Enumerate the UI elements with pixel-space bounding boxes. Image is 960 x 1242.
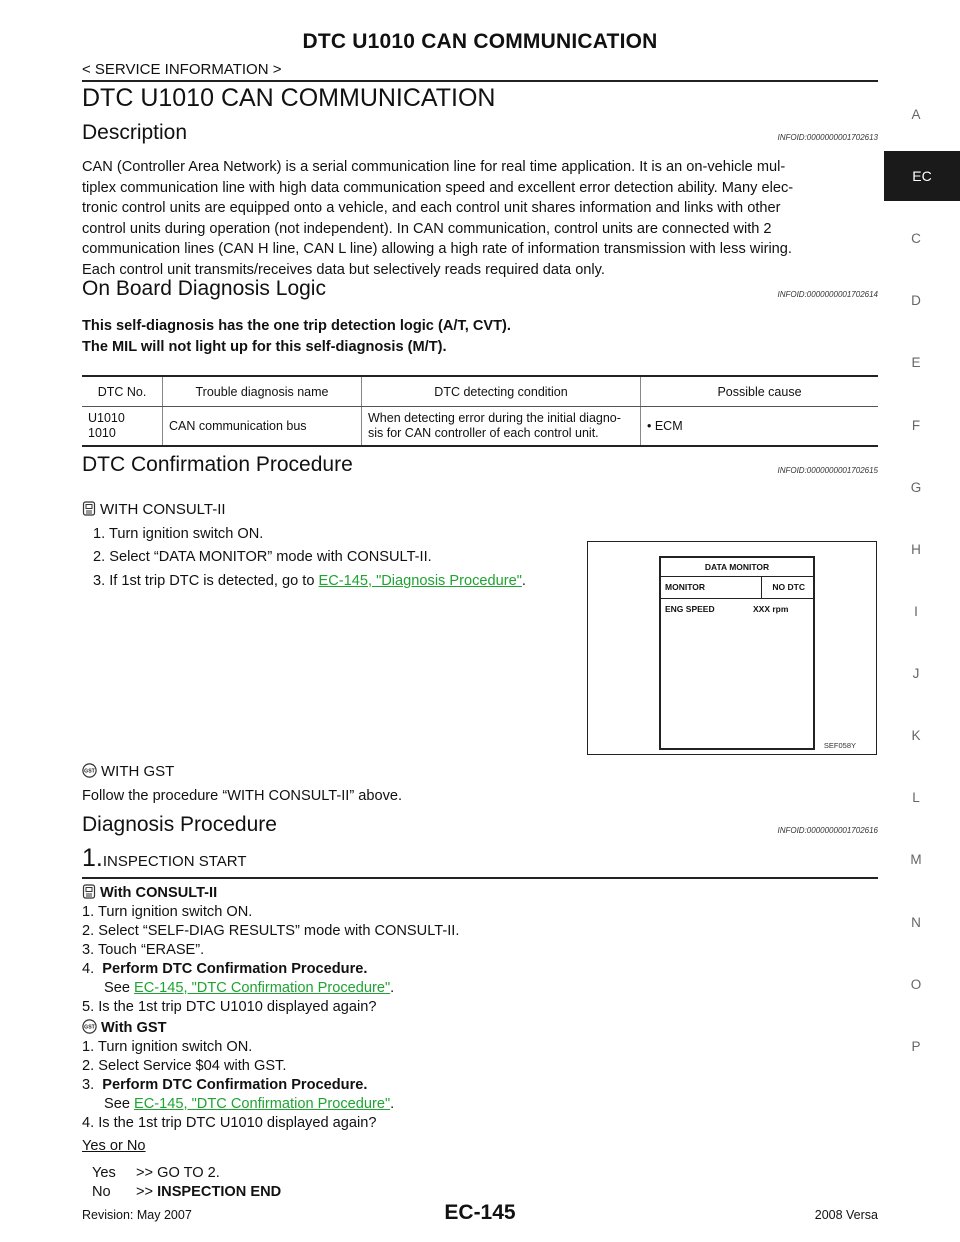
description-line: tiplex communication line with high data communication speed and excellent error detection ability. Many elec- [82, 179, 794, 196]
screen-column-divider [761, 576, 762, 599]
sidebar-tab-g[interactable]: G [910, 480, 922, 495]
table-header-trouble-name: Trouble diagnosis name [163, 376, 362, 407]
screen-no-dtc-label: NO DTC [772, 582, 805, 592]
data-monitor-figure [587, 541, 877, 755]
footer-model: 2008 Versa [814, 1208, 878, 1222]
diagnosis-step-body [82, 884, 459, 1202]
sidebar-tab-c[interactable]: C [911, 231, 921, 246]
table-header-detecting-condition: DTC detecting condition [362, 376, 641, 407]
see-text: See [104, 980, 135, 996]
gst-step-3-bold: Perform DTC Confirmation Procedure. [102, 1077, 368, 1093]
screen-monitor-label: MONITOR [665, 582, 705, 592]
screen-eng-speed: ENG SPEED [665, 604, 715, 614]
screen-title: DATA MONITOR [661, 558, 813, 577]
confirmation-heading: DTC Confirmation Procedure [82, 453, 353, 476]
svg-text:GST: GST [84, 1024, 95, 1031]
consult-step-1: 1. Turn ignition switch ON. [82, 904, 253, 920]
table-row [82, 407, 878, 447]
consult-step-3: 3. Touch “ERASE”. [82, 942, 205, 958]
description-line: tronic control units are equipped onto a vehicle, and each control unit shares information and links with other [82, 200, 781, 216]
description-line: communication lines (CAN H line, CAN L line) allowing a high rate of information transmission with less wiring. [82, 241, 792, 257]
step-4-bold: Perform DTC Confirmation Procedure. [102, 961, 368, 977]
dtc-confirmation-link[interactable]: EC-145, "DTC Confirmation Procedure" [134, 980, 391, 996]
confirmation-infoid: INFOID:0000000001702615 [777, 466, 878, 475]
obd-note-trip-logic: This self-diagnosis has the one trip detection logic (A/T, CVT). [82, 318, 511, 334]
diagnosis-procedure-link[interactable]: EC-145, "Diagnosis Procedure" [318, 573, 522, 589]
step-1-title [82, 844, 247, 873]
gst-step-3 [82, 1076, 459, 1095]
description-line: Each control unit transmits/receives data but selectively reads required data only. [82, 261, 605, 278]
sidebar-tab-o[interactable]: O [910, 977, 922, 992]
no-label: No [92, 1184, 111, 1200]
dtc-code-u1010: U1010 [88, 411, 125, 425]
detecting-condition-cell [362, 407, 641, 447]
sidebar-tab-i[interactable]: I [914, 604, 918, 619]
sidebar-tab-h[interactable]: H [911, 542, 921, 557]
consult-tool-icon [82, 501, 96, 516]
figure-caption: SEF058Y [823, 741, 856, 750]
svg-text:GST: GST [84, 768, 95, 775]
sidebar-tab-m[interactable]: M [910, 852, 922, 867]
table-header-possible-cause: Possible cause [641, 376, 879, 407]
yes-branch [82, 1164, 459, 1183]
gst-step-3-number: 3. [82, 1077, 95, 1093]
sidebar-tab-l[interactable]: L [912, 790, 920, 805]
description-heading: Description [82, 121, 188, 144]
obd-heading: On Board Diagnosis Logic [82, 277, 326, 300]
table-header-dtc-no: DTC No. [82, 376, 163, 407]
document-header-title: DTC U1010 CAN COMMUNICATION [302, 30, 658, 53]
gst-instruction: Follow the procedure “WITH CONSULT-II” above. [82, 788, 403, 804]
gst-step-4: 4. Is the 1st trip DTC U1010 displayed again? [82, 1115, 377, 1131]
confirmation-step-3 [93, 573, 526, 589]
consult-screen-illustration [659, 556, 815, 750]
obd-notes [82, 316, 878, 357]
step-title: INSPECTION START [102, 853, 247, 870]
screen-eng-speed-value: XXX rpm [753, 604, 789, 614]
consult-subheading-text: With CONSULT-II [100, 885, 218, 901]
step-3-period: . [521, 573, 526, 589]
consult-step-5: 5. Is the 1st trip DTC U1010 displayed again? [82, 999, 377, 1015]
consult-tool-icon [82, 884, 96, 899]
confirmation-step-1: 1. Turn ignition switch ON. [93, 526, 264, 542]
consult-subheading [82, 884, 459, 903]
step-number: 1. [82, 844, 103, 872]
dtc-no-cell [82, 407, 163, 447]
condition-line: sis for CAN controller of each control unit. [368, 426, 599, 440]
step-4-number: 4. [82, 961, 95, 977]
footer-page-number: EC-145 [444, 1201, 516, 1224]
gst-tool-icon [82, 1019, 97, 1034]
consult-section-title [82, 501, 226, 518]
gst-section-title [82, 763, 174, 780]
obd-infoid: INFOID:0000000001702614 [777, 290, 878, 299]
sidebar-tab-ec-active[interactable]: EC [884, 151, 960, 201]
gst-subheading [82, 1019, 459, 1038]
step-3-text: 3. If 1st trip DTC is detected, go to [93, 573, 319, 589]
yes-label: Yes [92, 1165, 116, 1181]
description-infoid: INFOID:0000000001702613 [777, 133, 878, 142]
yes-or-no-label: Yes or No [82, 1138, 146, 1154]
description-line: CAN (Controller Area Network) is a serial communication line for real time application. It is an on-vehicle mul- [82, 159, 786, 175]
step-rule [82, 877, 878, 879]
condition-line: When detecting error during the initial diagno- [368, 411, 621, 425]
no-branch [82, 1183, 459, 1202]
consult-title-text: WITH CONSULT-II [100, 501, 226, 518]
no-action: INSPECTION END [157, 1184, 282, 1200]
sidebar-tab-n[interactable]: N [911, 915, 921, 930]
dtc-table [82, 375, 878, 447]
dtc-confirmation-link-gst[interactable]: EC-145, "DTC Confirmation Procedure" [134, 1096, 391, 1112]
see-text: See [104, 1096, 135, 1112]
description-line: control units during operation (not independent). In CAN communication, control units are connected with 2 [82, 220, 772, 237]
confirmation-step-2: 2. Select “DATA MONITOR” mode with CONSULT-II. [93, 549, 432, 565]
consult-see-line: See EC-145, "DTC Confirmation Procedure". [104, 980, 395, 996]
table-header-row [82, 376, 878, 407]
sidebar-tab-f[interactable]: F [911, 418, 921, 433]
sidebar-tab-e[interactable]: E [911, 355, 921, 370]
screen-column-row [661, 577, 813, 599]
gst-step-1: 1. Turn ignition switch ON. [82, 1039, 253, 1055]
dtc-code-1010: 1010 [88, 426, 116, 440]
footer-revision: Revision: May 2007 [82, 1208, 192, 1222]
sidebar-tab-k[interactable]: K [911, 728, 921, 743]
page-title: DTC U1010 CAN COMMUNICATION [82, 84, 496, 112]
consult-step-4 [82, 960, 459, 979]
obd-note-mil: The MIL will not light up for this self-diagnosis (M/T). [82, 338, 447, 355]
yes-action: >> GO TO 2. [136, 1165, 220, 1181]
description-paragraph [82, 157, 878, 280]
gst-see-line: See EC-145, "DTC Confirmation Procedure". [104, 1096, 395, 1112]
sidebar-tab-a[interactable]: A [911, 107, 921, 122]
diagnosis-infoid: INFOID:0000000001702616 [777, 826, 878, 835]
gst-step-2: 2. Select Service $04 with GST. [82, 1058, 287, 1074]
diagnosis-heading: Diagnosis Procedure [82, 813, 277, 836]
gst-title-text: WITH GST [101, 763, 175, 780]
no-arrow: >> [136, 1184, 154, 1200]
breadcrumb: < SERVICE INFORMATION > [82, 61, 282, 78]
sidebar-tab-d[interactable]: D [911, 293, 921, 308]
trouble-name-cell: CAN communication bus [163, 407, 362, 447]
header-rule [82, 80, 878, 82]
sidebar-tab-p[interactable]: P [911, 1039, 921, 1054]
possible-cause-cell: • ECM [641, 407, 879, 447]
sidebar-tab-j[interactable]: J [912, 666, 920, 681]
gst-subheading-text: With GST [101, 1020, 167, 1036]
gst-tool-icon [82, 763, 97, 778]
consult-step-2: 2. Select “SELF-DIAG RESULTS” mode with CONSULT-II. [82, 923, 460, 939]
